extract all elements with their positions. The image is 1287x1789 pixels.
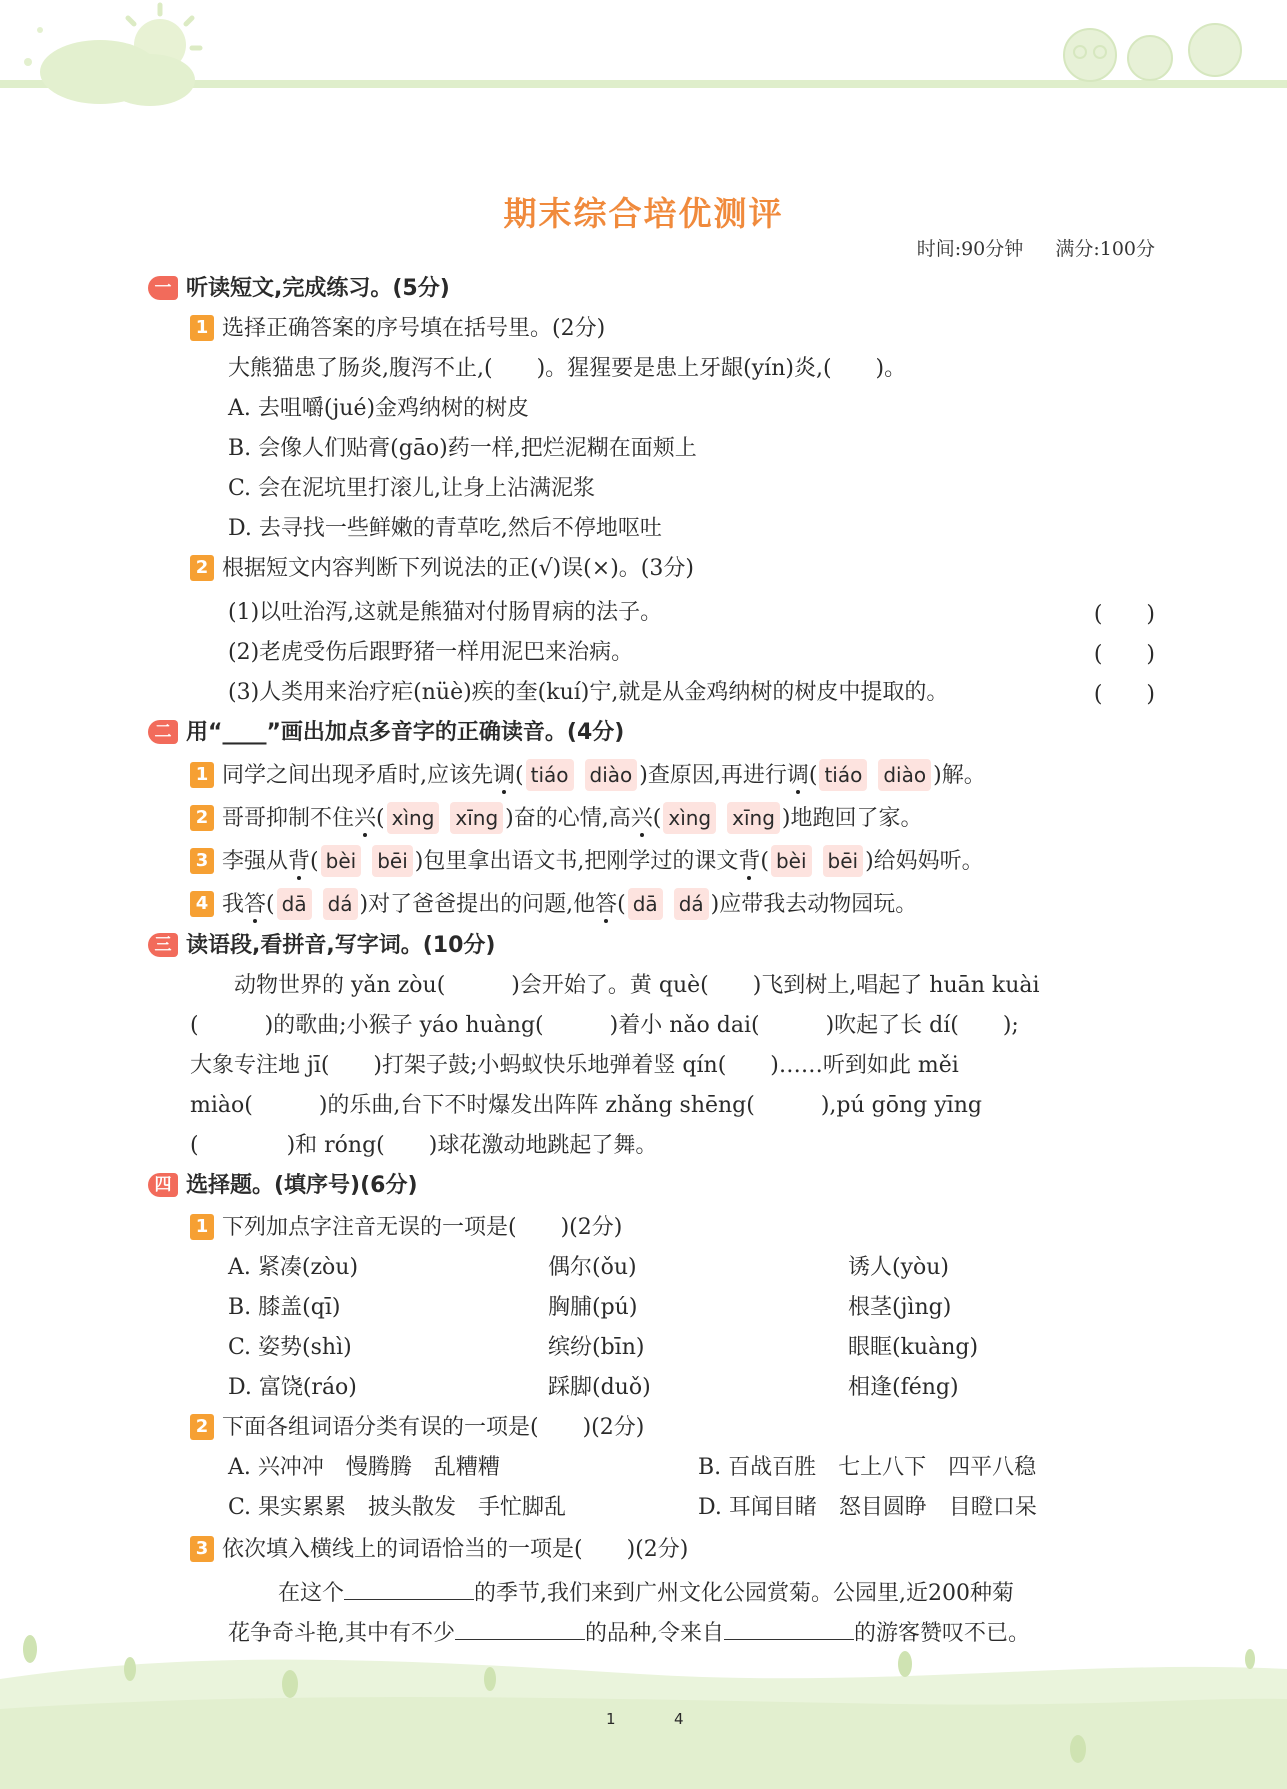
question-number: 1 (190, 1214, 214, 1240)
question (190, 313, 605, 345)
section-title: 读语段,看拼音,写字词。(10分) (186, 933, 496, 958)
option-c: C. 会在泥坑里打滚儿,让身上沾满泥浆 (228, 476, 596, 501)
pinyin-option[interactable]: diào (585, 759, 638, 791)
judge-item-3: (3)人类用来治疗疟(nüè)疾的奎(kuí)宁,就是从金鸡纳树的树皮中提取的。 (228, 680, 949, 705)
section-title: 选择题。(填序号)(6分) (186, 1173, 418, 1198)
page-number-left: 1 (606, 1710, 616, 1728)
question-number: 4 (190, 891, 214, 917)
fill-line: 在这个 的季节,我们来到广州文化公园赏菊。公园里,近200种菊 (278, 1581, 1014, 1606)
dotted-char: 答 (244, 892, 267, 917)
passage-line: ( )的歌曲;小猴子 yáo huàng( )着小 nǎo dai( )吹起了长 dí( ); (190, 1013, 1019, 1038)
option-d: D. 去寻找一些鲜嫩的青草吃,然后不停地呕吐 (228, 516, 662, 541)
footer-decoration (0, 1589, 1287, 1789)
question-text: 下列加点字注音无误的一项是( )(2分) (222, 1215, 623, 1240)
polyphone-line: 4 我答( dā dá )对了爸爸提出的问题,他答( dā dá )应带我去动物园玩。 (190, 888, 917, 921)
answer-bracket[interactable]: ( ) (1093, 602, 1155, 627)
answer-bracket[interactable]: ( ) (1093, 682, 1155, 707)
option-d: D. 耳闻目睹 怒目圆睁 目瞪口呆 (698, 1495, 1037, 1520)
pinyin-option[interactable]: xīng (727, 802, 780, 834)
polyphone-line: 1 同学之间出现矛盾时,应该先调( tiáo diào )查原因,再进行调( tiáo diào )解。 (190, 759, 986, 792)
pinyin-option[interactable]: xìng (387, 802, 440, 834)
time-limit: 时间:90分钟 (916, 238, 1024, 260)
section-heading (148, 717, 624, 749)
page-title: 期末综合培优测评 (503, 194, 784, 233)
pinyin-option[interactable]: tiáo (526, 759, 574, 791)
option-b: B. 膝盖(qī) (228, 1295, 341, 1320)
pinyin-option[interactable]: dā (628, 888, 663, 920)
polyphone-line: 2 哥哥抑制不住兴( xìng xīng )奋的心情,高兴( xìng xīng )地跑回了家。 (190, 802, 923, 835)
page-number-right: 4 (674, 1710, 684, 1728)
dotted-char: 背 (288, 849, 311, 874)
question-stem: 大熊猫患了肠炎,腹泻不止,( )。猩猩要是患上牙龈(yín)炎,( )。 (228, 356, 907, 381)
judge-item-2: (2)老虎受伤后跟野猪一样用泥巴来治病。 (228, 640, 634, 665)
option-a: A. 紧凑(zòu) (228, 1255, 359, 1280)
question-number: 1 (190, 762, 214, 788)
option-word: 根茎(jìng) (848, 1295, 952, 1320)
passage-line: 大象专注地 jī( )打架子鼓;小蚂蚁快乐地弹着竖 qín( )……听到如此 měi (190, 1053, 959, 1078)
passage-line: miào( )的乐曲,台下不时爆发出阵阵 zhǎng shēng( ),pú gōng yīng (190, 1093, 982, 1118)
pinyin-option[interactable]: bēi (372, 845, 413, 877)
pinyin-option[interactable]: xīng (450, 802, 503, 834)
pinyin-option[interactable]: bèi (771, 845, 812, 877)
option-word: 眼眶(kuàng) (848, 1335, 979, 1360)
option-word: 胸脯(pú) (548, 1295, 638, 1320)
question-text: 下面各组词语分类有误的一项是( )(2分) (222, 1415, 645, 1440)
dotted-char: 兴 (354, 806, 377, 831)
section-badge: 一 (148, 276, 178, 300)
pinyin-option[interactable]: dá (674, 888, 709, 920)
option-word: 偶尔(ǒu) (548, 1255, 637, 1280)
question-number: 1 (190, 315, 214, 341)
sun-cloud-icon (24, 5, 200, 106)
option-word: 缤纷(bīn) (548, 1335, 645, 1360)
option-d: D. 富饶(ráo) (228, 1375, 357, 1400)
question-text: 依次填入横线上的词语恰当的一项是( )(2分) (222, 1537, 689, 1562)
dotted-char: 兴 (630, 806, 653, 831)
question (190, 1212, 622, 1244)
pinyin-option[interactable]: tiáo (819, 759, 867, 791)
pinyin-option[interactable]: xìng (663, 802, 716, 834)
question (190, 1534, 688, 1566)
option-word: 诱人(yòu) (848, 1255, 950, 1280)
question-text: 选择正确答案的序号填在括号里。(2分) (222, 316, 606, 341)
dotted-char: 调 (786, 763, 809, 788)
section-badge: 二 (148, 720, 178, 744)
animal-friends-icon (1064, 24, 1241, 81)
pinyin-option[interactable]: dá (323, 888, 358, 920)
pinyin-option[interactable]: bèi (321, 845, 362, 877)
section-heading (148, 1170, 418, 1202)
polyphone-line: 3 李强从背( bèi bēi )包里拿出语文书,把刚学过的课文背( bèi bēi )给妈妈听。 (190, 845, 984, 878)
passage-line: 动物世界的 yǎn zòu( )会开始了。黄 què( )飞到树上,唱起了 huān kuài (190, 973, 1040, 998)
dotted-char: 调 (493, 763, 516, 788)
question-number: 3 (190, 1536, 214, 1562)
question-number: 2 (190, 555, 214, 581)
passage-line: ( )和 róng( )球花激动地跳起了舞。 (190, 1133, 658, 1158)
question (190, 1412, 644, 1444)
option-word: 踩脚(duǒ) (548, 1375, 651, 1400)
question-number: 2 (190, 805, 214, 831)
question-number: 2 (190, 1414, 214, 1440)
section-title: 听读短文,完成练习。(5分) (186, 276, 450, 301)
option-a: A. 兴冲冲 慢腾腾 乱糟糟 (228, 1455, 500, 1480)
pinyin-option[interactable]: dā (277, 888, 312, 920)
answer-bracket[interactable]: ( ) (1093, 642, 1155, 667)
question-number: 3 (190, 848, 214, 874)
dotted-char: 背 (738, 849, 761, 874)
section-badge: 四 (148, 1173, 178, 1197)
question (190, 553, 694, 585)
judge-item-1: (1)以吐治泻,这就是熊猫对付肠胃病的法子。 (228, 600, 663, 625)
dotted-char: 答 (595, 892, 618, 917)
section-badge: 三 (148, 933, 178, 957)
full-score: 满分:100分 (1055, 238, 1155, 260)
option-b: B. 百战百胜 七上八下 四平八稳 (698, 1455, 1037, 1480)
fill-line: 花争奇斗艳,其中有不少 的品种,令来自 的游客赞叹不已。 (228, 1621, 1031, 1646)
section-title: 用“____”画出加点多音字的正确读音。(4分) (186, 720, 625, 745)
section-heading (148, 273, 450, 305)
pinyin-option[interactable]: diào (878, 759, 931, 791)
option-b: B. 会像人们贴膏(gāo)药一样,把烂泥糊在面颊上 (228, 436, 697, 461)
option-c: C. 果实累累 披头散发 手忙脚乱 (228, 1495, 567, 1520)
option-a: A. 去咀嚼(jué)金鸡纳树的树皮 (228, 396, 530, 421)
header-decoration (0, 0, 1287, 120)
question-text: 根据短文内容判断下列说法的正(√)误(×)。(3分) (222, 556, 694, 581)
section-heading (148, 930, 495, 962)
exam-meta (891, 234, 1155, 261)
option-word: 相逢(féng) (848, 1375, 959, 1400)
pinyin-option[interactable]: bēi (823, 845, 864, 877)
option-c: C. 姿势(shì) (228, 1335, 352, 1360)
